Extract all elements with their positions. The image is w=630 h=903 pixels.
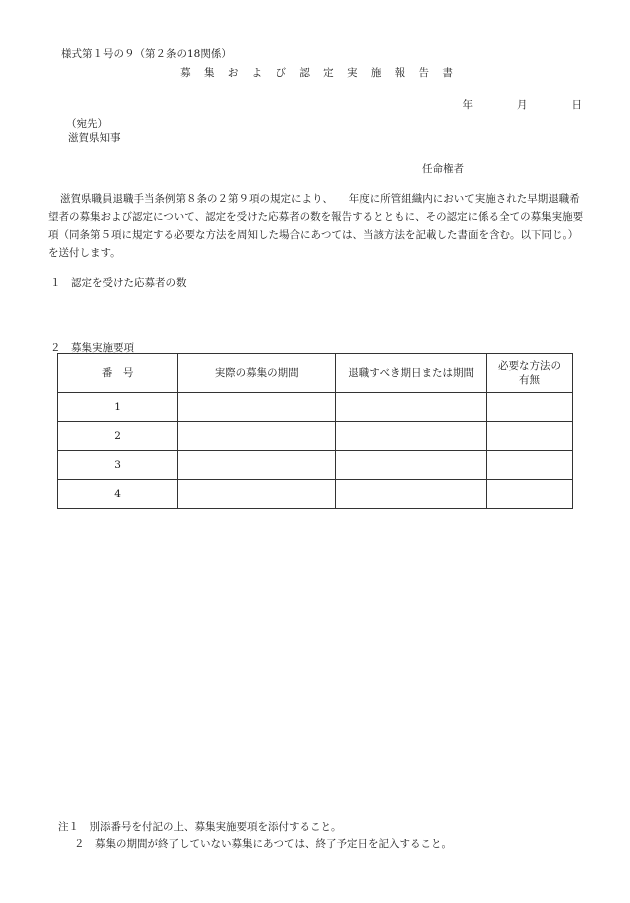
row-recruit-period-cell[interactable] [178, 393, 336, 422]
date-month-label: 月 [517, 99, 528, 111]
addressee-label: （宛先） [66, 118, 108, 130]
note-1: 注１ 別添番号を付記の上、募集実施要項を添付すること。 [58, 821, 342, 833]
appointer-label: 任命権者 [422, 163, 464, 175]
header-recruit-period: 実際の募集の期間 [178, 354, 336, 393]
table-row [58, 393, 573, 422]
row-required-method-cell[interactable] [487, 480, 573, 509]
row-number: 2 [58, 422, 178, 451]
header-required-method [487, 354, 573, 393]
row-number: 3 [58, 451, 178, 480]
row-retirement-date-cell[interactable] [336, 422, 487, 451]
row-retirement-date-cell[interactable] [336, 393, 487, 422]
header-required-method-text: 必要な方法の有無 [498, 360, 562, 386]
row-recruit-period-cell[interactable] [178, 451, 336, 480]
header-retirement-date: 退職すべき期日または期間 [336, 354, 487, 393]
section-2-heading: ２ 募集実施要項 [50, 342, 134, 354]
table-header-row [58, 354, 573, 393]
addressee-name: 滋賀県知事 [68, 132, 121, 144]
row-retirement-date-cell[interactable] [336, 451, 487, 480]
date-line [463, 97, 583, 112]
date-day-label: 日 [571, 99, 582, 111]
table-row [58, 451, 573, 480]
row-required-method-cell[interactable] [487, 393, 573, 422]
row-recruit-period-cell[interactable] [178, 422, 336, 451]
header-number: 番 号 [58, 354, 178, 393]
recruitment-table [57, 353, 573, 509]
row-recruit-period-cell[interactable] [178, 480, 336, 509]
row-required-method-cell[interactable] [487, 422, 573, 451]
form-number: 様式第１号の９（第２条の18関係） [61, 48, 232, 60]
row-retirement-date-cell[interactable] [336, 480, 487, 509]
date-year-label: 年 [462, 99, 473, 111]
row-number: 1 [58, 393, 178, 422]
table-row [58, 422, 573, 451]
page-title: 募 集 お よ び 認 定 実 施 報 告 書 [180, 67, 458, 79]
row-required-method-cell[interactable] [487, 451, 573, 480]
body-paragraph: 滋賀県職員退職手当条例第８条の２第９項の規定により、 年度に所管組織内において実施された早期退職希望者の募集および認定について、認定を受けた応募者の数を報告するとともに、その認定に係る全ての募集実施要項（同条第５項に規定する必要な方法を周知した場合にあつては、当該方法を記載した書面を含む。以下同じ。）を送付します。 [48, 193, 584, 259]
section-1-heading: １ 認定を受けた応募者の数 [50, 277, 187, 289]
row-number: 4 [58, 480, 178, 509]
note-2: ２ 募集の期間が終了していない募集にあつては、終了予定日を記入すること。 [74, 838, 452, 850]
table-row [58, 480, 573, 509]
